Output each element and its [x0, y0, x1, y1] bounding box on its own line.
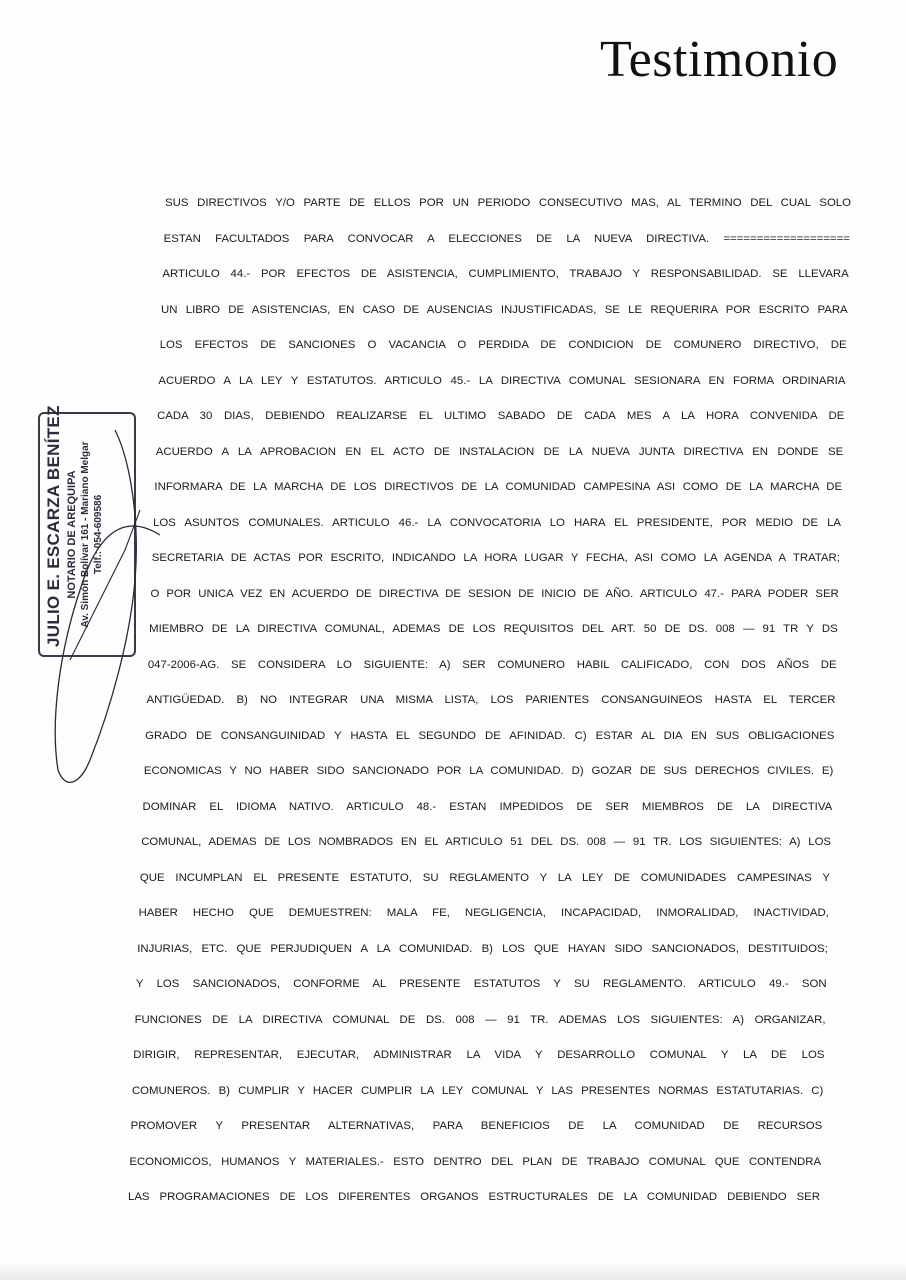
- document-line: INFORMARA DE LA MARCHA DE LOS DIRECTIVOS DE LA COMUNIDAD CAMPESINA ASI COMO DE LA MARCHA DE: [154, 481, 843, 493]
- document-line: ECONOMICOS, HUMANOS Y MATERIALES.- ESTO DENTRO DEL PLAN DE TRABAJO COMUNAL QUE CONTENDRA: [129, 1155, 822, 1168]
- document-line: COMUNEROS. B) CUMPLIR Y HACER CUMPLIR LA LEY COMUNAL Y LAS PRESENTES NORMAS ESTATUTARIAS. C): [131, 1084, 824, 1097]
- document-line: PROMOVER Y PRESENTAR ALTERNATIVAS, PARA BENEFICIOS DE LA COMUNIDAD DE RECURSOS: [130, 1120, 823, 1132]
- document-line: 047-2006-AG. SE CONSIDERA LO SIGUIENTE: A) SER COMUNERO HABIL CALIFICADO, CON DOS AÑOS DE: [147, 658, 837, 671]
- document-line: GRADO DE CONSANGUINIDAD Y HASTA EL SEGUNDO DE AFINIDAD. C) ESTAR AL DIA EN SUS OBLIGACIONES: [145, 729, 835, 742]
- stamp-name: JULIO E. ESCARZA BENÍTEZ: [44, 405, 63, 647]
- document-line: SUS DIRECTIVOS Y/O PARTE DE ELLOS POR UN PERIODO CONSECUTIVO MAS, AL TERMINO DEL CUAL SOLO: [165, 197, 851, 209]
- document-line: ACUERDO A LA APROBACION EN EL ACTO DE INSTALACION DE LA NUEVA JUNTA DIRECTIVA EN DONDE SE: [155, 445, 844, 458]
- stamp-phone: Telf.: 054-609586: [93, 494, 104, 575]
- document-line: FUNCIONES DE LA DIRECTIVA COMUNAL DE DS. 008 — 91 TR. ADEMAS LOS SIGUIENTES: A) ORGANIZAR,: [134, 1013, 826, 1026]
- document-line: SECRETARIA DE ACTAS POR ESCRITO, INDICANDO LA HORA LUGAR Y FECHA, ASI COMO LA AGENDA A TRATAR;: [151, 552, 840, 564]
- stamp-address: Av. Simón Bolívar 161 - Mariano Melgar: [80, 441, 91, 628]
- document-line: ESTAN FACULTADOS PARA CONVOCAR A ELECCIONES DE LA NUEVA DIRECTIVA. ===================: [163, 232, 850, 245]
- document-line: QUE INCUMPLAN EL PRESENTE ESTATUTO, SU REGLAMENTO Y LA LEY DE COMUNIDADES CAMPESINAS Y: [139, 871, 830, 884]
- document-line: ARTICULO 44.- POR EFECTOS DE ASISTENCIA, CUMPLIMIENTO, TRABAJO Y RESPONSABILIDAD. SE LLEVARA: [162, 268, 849, 280]
- document-line: CADA 30 DIAS, DEBIENDO REALIZARSE EL ULTIMO SABADO DE CADA MES A LA HORA CONVENIDA DE: [157, 410, 845, 422]
- document-line: Y LOS SANCIONADOS, CONFORME AL PRESENTE ESTATUTOS Y SU REGLAMENTO. ARTICULO 49.- SON: [135, 978, 827, 990]
- document-line: LOS EFECTOS DE SANCIONES O VACANCIA O PERDIDA DE CONDICION DE COMUNERO DIRECTIVO, DE: [159, 339, 847, 351]
- document-line: ANTIGÜEDAD. B) NO INTEGRAR UNA MISMA LISTA, LOS PARIENTES CONSANGUINEOS HASTA EL TERCER: [146, 694, 836, 706]
- document-line: DIRIGIR, REPRESENTAR, EJECUTAR, ADMINISTRAR LA VIDA Y DESARROLLO COMUNAL Y LA DE LOS: [133, 1049, 825, 1061]
- document-line: LAS PROGRAMACIONES DE LOS DIFERENTES ORGANOS ESTRUCTURALES DE LA COMUNIDAD DEBIENDO SER: [128, 1191, 820, 1203]
- document-line: COMUNAL, ADEMAS DE LOS NOMBRADOS EN EL ARTICULO 51 DEL DS. 008 — 91 TR. LOS SIGUIENTES: A) LOS: [141, 836, 832, 848]
- document-line: ACUERDO A LA LEY Y ESTATUTOS. ARTICULO 45.- LA DIRECTIVA COMUNAL SESIONARA EN FORMA ORDINARIA: [158, 374, 846, 387]
- document-line: DOMINAR EL IDIOMA NATIVO. ARTICULO 48.- ESTAN IMPEDIDOS DE SER MIEMBROS DE LA DIRECTIVA: [142, 800, 833, 813]
- document-line: UN LIBRO DE ASISTENCIAS, EN CASO DE AUSENCIAS INJUSTIFICADAS, SE LE REQUERIRA POR ESCRITO PARA: [161, 303, 848, 316]
- document-line: O POR UNICA VEZ EN ACUERDO DE DIRECTIVA DE SESION DE INICIO DE AÑO. ARTICULO 47.- PARA PODER SER: [150, 587, 839, 600]
- page-title: Testimonio: [600, 31, 839, 88]
- scan-edge: [0, 1262, 906, 1280]
- document-line: HABER HECHO QUE DEMUESTREN: MALA FE, NEGLIGENCIA, INCAPACIDAD, INMORALIDAD, INACTIVIDAD,: [138, 907, 829, 919]
- document-line: ECONOMICAS Y NO HABER SIDO SANCIONADO POR LA COMUNIDAD. D) GOZAR DE SUS DERECHOS CIVILES. E): [143, 765, 834, 777]
- document-line: INJURIAS, ETC. QUE PERJUDIQUEN A LA COMUNIDAD. B) LOS QUE HAYAN SIDO SANCIONADOS, DESTITUIDOS;: [137, 942, 828, 955]
- stamp-role: NOTARIO DE AREQUIPA: [66, 470, 78, 599]
- document-line: LOS ASUNTOS COMUNALES. ARTICULO 46.- LA CONVOCATORIA LO HARA EL PRESIDENTE, POR MEDIO DE LA: [153, 516, 842, 529]
- document-line: MIEMBRO DE LA DIRECTIVA COMUNAL, ADEMAS DE LOS REQUISITOS DEL ART. 50 DE DS. 008 — 91 TR Y DS: [149, 623, 838, 635]
